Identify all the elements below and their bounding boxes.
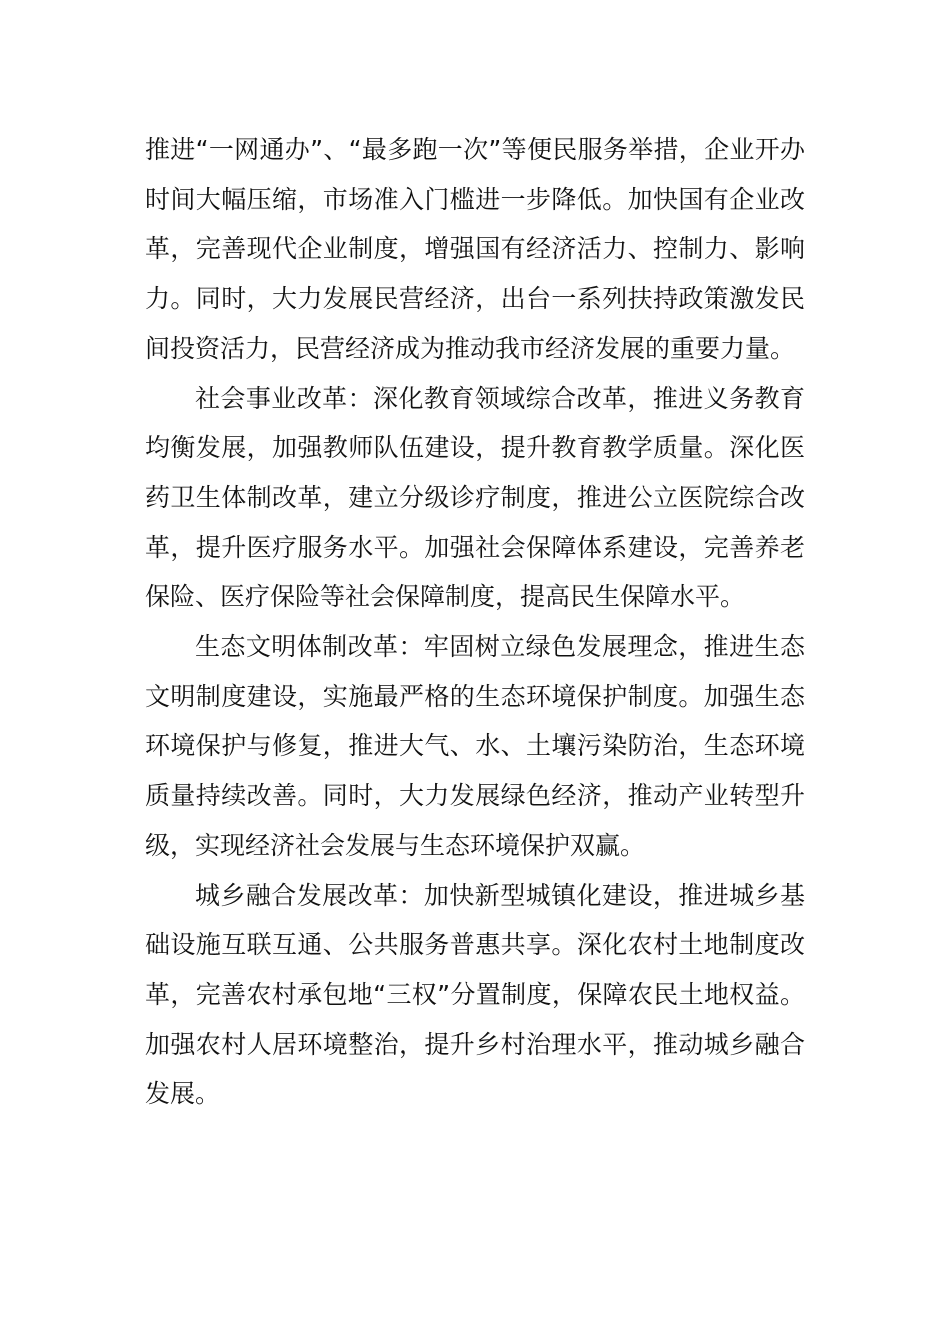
paragraph-social-reform: 社会事业改革：深化教育领域综合改革，推进义务教育均衡发展，加强教师队伍建设，提升教育教学质量。深化医药卫生体制改革，建立分级诊疗制度，推进公立医院综合改革，提升医疗服务水平。加强社会保障体系建设，完善养老保险、医疗保险等社会保障制度，提高民生保障水平。 <box>145 383 805 612</box>
paragraph-market-reform: 推进“一网通办”、“最多跑一次”等便民服务举措，企业开办时间大幅压缩，市场准入门槛进一步降低。加快国有企业改革，完善现代企业制度，增强国有经济活力、控制力、影响力。同时，大力发展民营经济，出台一系列扶持政策激发民间投资活力，民营经济成为推动我市经济发展的重要力量。 <box>145 135 805 363</box>
paragraph-ecology-reform: 生态文明体制改革：牢固树立绿色发展理念，推进生态文明制度建设，实施最严格的生态环境保护制度。加强生态环境保护与修复，推进大气、水、土壤污染防治，生态环境质量持续改善。同时，大力发展绿色经济，推动产业转型升级，实现经济社会发展与生态环境保护双赢。 <box>145 632 805 860</box>
document-body <box>145 125 805 1119</box>
paragraph-urban-rural-reform: 城乡融合发展改革：加快新型城镇化建设，推进城乡基础设施互联互通、公共服务普惠共享。深化农村土地制度改革，完善农村承包地“三权”分置制度，保障农民土地权益。加强农村人居环境整治，提升乡村治理水平，推动城乡融合发展。 <box>145 880 805 1109</box>
